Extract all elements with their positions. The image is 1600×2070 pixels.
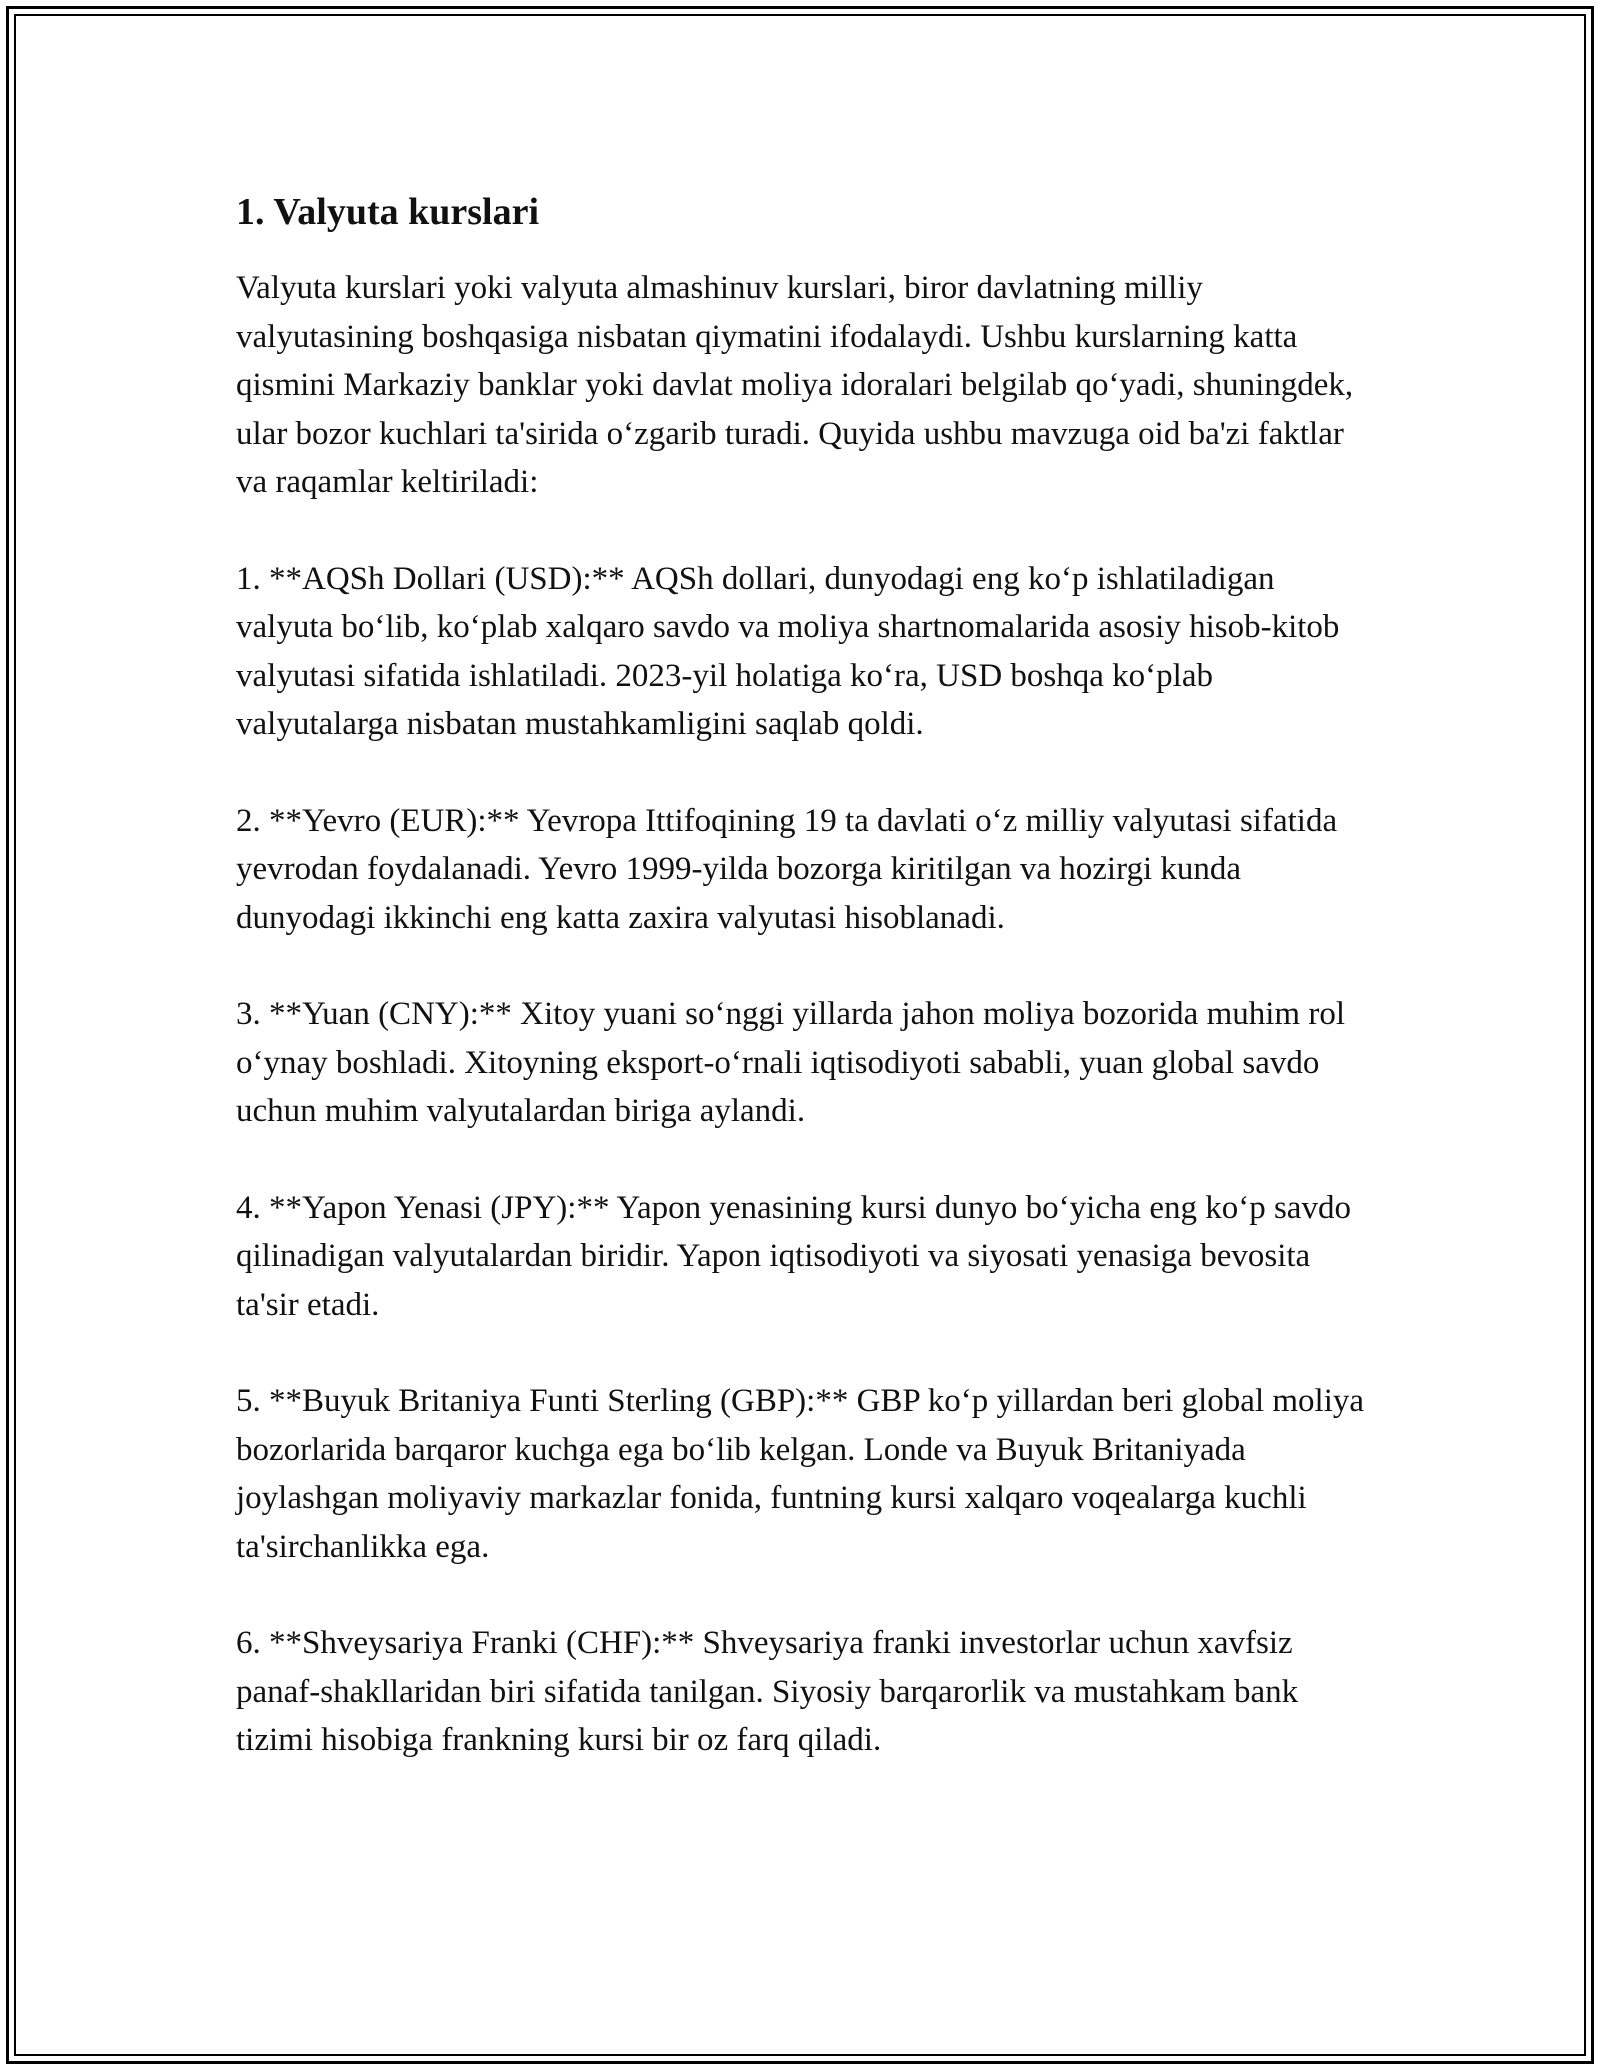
usd-paragraph: 1. **AQSh Dollari (USD):** AQSh dollari, dunyodagi eng koʻp ishlatiladigan valyuta boʻlib, koʻplab xalqaro savdo va moliya shartnomalarida asosiy hisob-kitob valyutasi sifatida ishlatiladi. 2023-yil holatiga koʻra, USD boshqa koʻplab valyutalarga nisbatan mustahkamligini saqlab qoldi. (236, 560, 1340, 742)
intro-paragraph: Valyuta kurslari yoki valyuta almashinuv kurslari, biror davlatning milliy valyutasining boshqasiga nisbatan qiymatini ifodalaydi. Ushbu kurslarning katta qismini Markaziy banklar yoki davlat moliya idoralari belgilab qoʻyadi, shuningdek, ular bozor kuchlari ta'sirida oʻzgarib turadi. Quyida ushbu mavzuga oid ba'zi faktlar va raqamlar keltiriladi: (236, 270, 1354, 500)
section-heading: 1. Valyuta kurslari (236, 191, 540, 233)
gbp-paragraph: 5. **Buyuk Britaniya Funti Sterling (GBP):** GBP koʻp yillardan beri global moliya bozorlarida barqaror kuchga ega boʻlib kelgan. Londe va Buyuk Britaniyada joylashgan moliyaviy markazlar fonida, funtning kursi xalqaro voqealarga kuchli ta'sirchanlikka ega. (236, 1383, 1365, 1565)
jpy-paragraph: 4. **Yapon Yenasi (JPY):** Yapon yenasining kursi dunyo boʻyicha eng koʻp savdo qilinadigan valyutalardan biridir. Yapon iqtisodiyoti va siyosati yenasiga bevosita ta'sir etadi. (236, 1189, 1351, 1323)
cny-paragraph: 3. **Yuan (CNY):** Xitoy yuani soʻnggi yillarda jahon moliya bozorida muhim rol oʻynay boshladi. Xitoyning eksport-oʻrnali iqtisodiyoti sababli, yuan global savdo uchun muhim valyutalardan biriga aylandi. (236, 996, 1345, 1129)
document-body (236, 186, 1366, 1813)
chf-paragraph: 6. **Shveysariya Franki (CHF):** Shveysariya franki investorlar uchun xavfsiz panaf-shakllaridan biri sifatida tanilgan. Siyosiy barqarorlik va mustahkam bank tizimi hisobiga frankning kursi bir oz farq qiladi. (236, 1625, 1299, 1758)
eur-paragraph: 2. **Yevro (EUR):** Yevropa Ittifoqining 19 ta davlati oʻz milliy valyutasi sifatida yevrodan foydalanadi. Yevro 1999-yilda bozorga kiritilgan va hozirgi kunda dunyodagi ikkinchi eng katta zaxira valyutasi hisoblanadi. (236, 802, 1338, 936)
